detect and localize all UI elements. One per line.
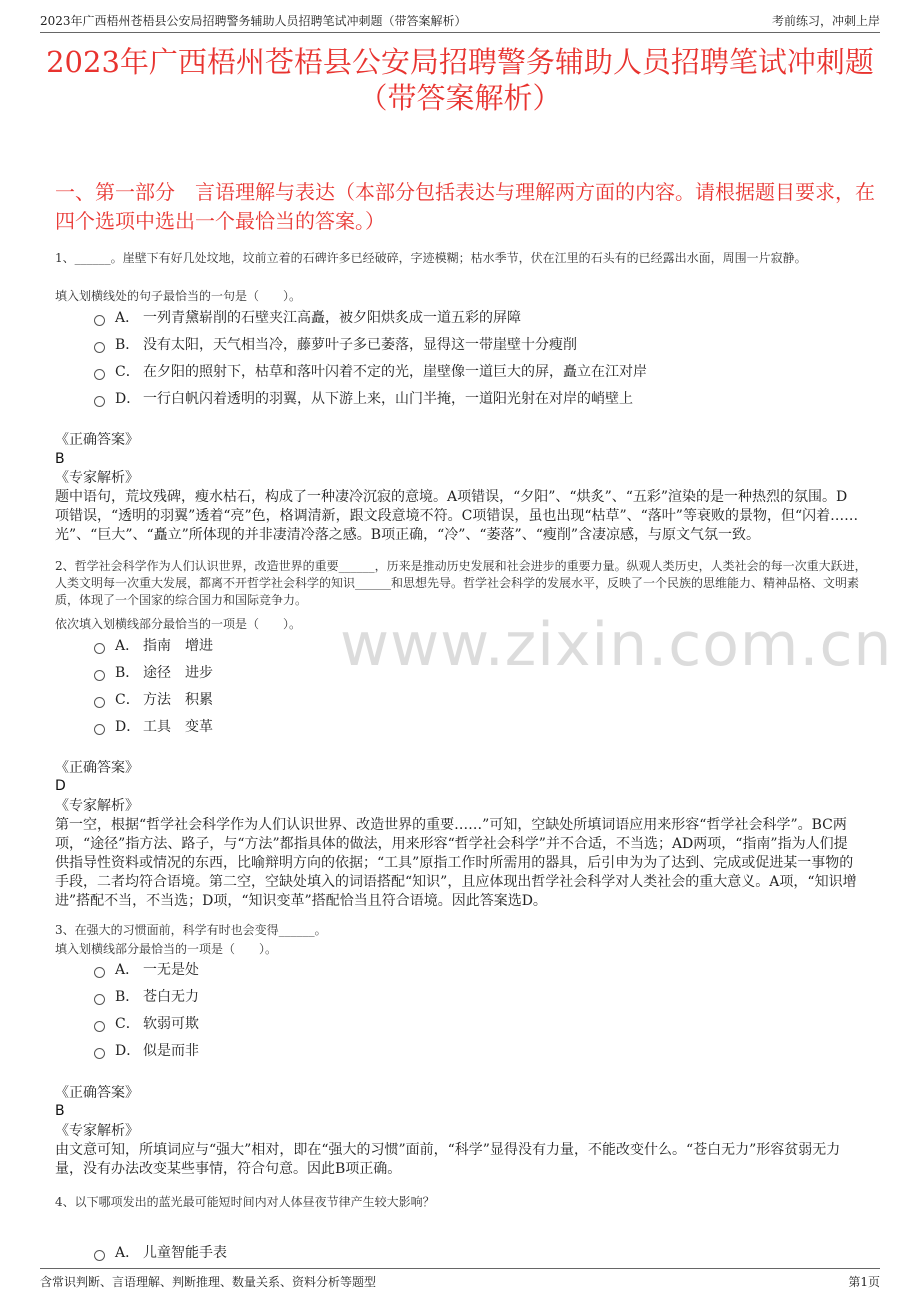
q3-answer-label: 《正确答案》 [55,1085,139,1101]
q2-option-d[interactable] [94,718,213,736]
q3-analysis: 由文意可知，所填词应与“强大”相对，即在“强大的习惯”面前，“科学”显得没有力量，不能改变什么。“苍白无力”形容贫弱无力量，没有办法改变某些事情，符合句意。因此B项正确。 [55,1142,841,1177]
option-text: 一行白帆闪着透明的羽翼，从下游上来，山门半掩，一道阳光射在对岸的峭壁上 [143,391,633,407]
q4-stem: 4、以下哪项发出的蓝光最可能短时间内对人体昼夜节律产生较大影响？ [55,1195,435,1209]
option-text: 似是而非 [143,1043,199,1059]
q3-option-d[interactable] [94,1042,199,1060]
q1-option-b[interactable] [94,336,577,354]
page-number: 第1页 [848,1275,880,1289]
option-letter: A． [115,638,140,654]
q1-option-a[interactable] [94,309,521,327]
q1-ask: 填入划横线处的句子最恰当的一句是（ ）。 [55,289,302,303]
option-letter: A． [115,962,140,978]
q2-analysis: 第一空，根据“哲学社会科学作为人们认识世界、改造世界的重要……”可知，空缺处所填词语应用来形容“哲学社会科学”。BC两项，“途径”指方法、路子，与“方法”都指具体的做法，用来形容“哲学社会科学”并不合适，不当选；AD两项，“指南”指为人们提供指导性资料或情况的东西，比喻辩明方向的依据；“工具”原指工作时所需用的器具，后引申为为了达到、完成或促进某一事物的手段，二者均符合语境。第二空，空缺处填入的词语搭配“知识”，且应体现出哲学社会科学对人类社会的重大意义。A项，“知识增进”搭配不当，不当选；D项，“知识变革”搭配恰当且符合语境。因此答案选D。 [55,817,857,909]
radio-icon[interactable] [94,1250,105,1261]
q2-option-a[interactable] [94,637,213,655]
option-text: 苍白无力 [143,989,199,1005]
q2-stem: 2、哲学社会科学作为人们认识世界，改造世界的重要______，历来是推动历史发展和社会进步的重要力量。纵观人类历史，人类社会的每一次重大跃进，人类文明每一次重大发展，都离不开哲学社会科学的知识______和思想先导。哲学社会科学的发展水平，反映了一个民族的思维能力、精神品格、文明素质，体现了一个国家的综合国力和国际竞争力。 [55,559,867,607]
option-text: 儿童智能手表 [143,1245,227,1261]
q3-ask: 填入划横线部分最恰当的一项是（ ）。 [55,942,278,956]
q3-answer: B [55,1103,65,1119]
q2-option-c[interactable] [94,691,213,709]
radio-icon[interactable] [94,697,105,708]
option-letter: B． [115,665,140,681]
option-text: 没有太阳，天气相当冷，藤萝叶子多已萎落，显得这一带崖壁十分瘦削 [143,337,577,353]
radio-icon[interactable] [94,369,105,380]
option-text: 指南 增进 [143,638,213,654]
header-doc-title: 2023年广西梧州苍梧县公安局招聘警务辅助人员招聘笔试冲刺题（带答案解析） [40,14,467,28]
q1-option-c[interactable] [94,363,647,381]
radio-icon[interactable] [94,643,105,654]
option-letter: A． [115,310,140,326]
radio-icon[interactable] [94,967,105,978]
option-letter: C． [115,692,140,708]
page-title: 2023年广西梧州苍梧县公安局招聘警务辅助人员招聘笔试冲刺题（带答案解析） [46,45,874,115]
q3-stem: 3、在强大的习惯面前，科学有时也会变得______。 [55,923,327,937]
q4-option-a[interactable] [94,1244,227,1262]
q1-stem: 1、______。崖壁下有好几处坟地，坟前立着的石碑许多已经破碎，字迹模糊；枯水季节，伏在江里的石头有的已经露出水面，周围一片寂静。 [55,251,807,265]
page-header [40,10,880,33]
q2-ask: 依次填入划横线部分最恰当的一项是（ ）。 [55,617,302,631]
option-letter: B． [115,337,140,353]
radio-icon[interactable] [94,1021,105,1032]
option-text: 工具 变革 [143,719,213,735]
radio-icon[interactable] [94,670,105,681]
option-text: 方法 积累 [143,692,213,708]
option-letter: D． [115,391,141,407]
option-letter: B． [115,989,140,1005]
radio-icon[interactable] [94,315,105,326]
option-letter: C． [115,364,140,380]
radio-icon[interactable] [94,342,105,353]
page-footer [40,1268,880,1291]
radio-icon[interactable] [94,994,105,1005]
q3-option-b[interactable] [94,988,199,1006]
radio-icon[interactable] [94,1048,105,1059]
option-letter: C． [115,1016,140,1032]
radio-icon[interactable] [94,724,105,735]
option-letter: A． [115,1245,140,1261]
section-heading: 一、第一部分 言语理解与表达（本部分包括表达与理解两方面的内容。请根据题目要求，在四个选项中选出一个最恰当的答案。） [55,180,875,233]
option-letter: D． [115,719,141,735]
q2-answer: D [55,778,66,794]
q2-analysis-label: 《专家解析》 [55,798,139,814]
q2-answer-label: 《正确答案》 [55,760,139,776]
footer-note: 含常识判断、言语理解、判断推理、数量关系、资料分析等题型 [40,1275,377,1289]
option-text: 一列青黛崭削的石壁夹江高矗，被夕阳烘炙成一道五彩的屏障 [143,310,521,326]
option-text: 一无是处 [143,962,199,978]
header-slogan: 考前练习，冲刺上岸 [771,14,880,28]
q1-option-d[interactable] [94,390,633,408]
option-text: 软弱可欺 [143,1016,199,1032]
q1-answer: B [55,451,65,467]
q3-option-c[interactable] [94,1015,199,1033]
option-letter: D． [115,1043,141,1059]
q1-answer-label: 《正确答案》 [55,432,139,448]
q1-analysis-label: 《专家解析》 [55,470,139,486]
radio-icon[interactable] [94,396,105,407]
option-text: 途径 进步 [143,665,213,681]
q3-analysis-label: 《专家解析》 [55,1123,139,1139]
option-text: 在夕阳的照射下，枯草和落叶闪着不定的光，崖壁像一道巨大的屏，矗立在江对岸 [143,364,647,380]
watermark: www.zixin.com.cn [340,610,893,680]
q2-option-b[interactable] [94,664,213,682]
q1-analysis: 题中语句，荒坟残碑，瘦水枯石，构成了一种凄冷沉寂的意境。A项错误，“夕阳”、“烘炙”、“五彩”渲染的是一种热烈的氛围。D项错误，“透明的羽翼”透着“亮”色，格调清新，跟文段意境不符。C项错误，虽也出现“枯草”、“落叶”等衰败的景物，但“闪着……光”、“巨大”、“矗立”所体现的并非凄清冷落之感。B项正确，“冷”、“萎落”、“瘦削”含凄凉感，与原文气氛一致。 [55,489,859,543]
q3-option-a[interactable] [94,961,199,979]
